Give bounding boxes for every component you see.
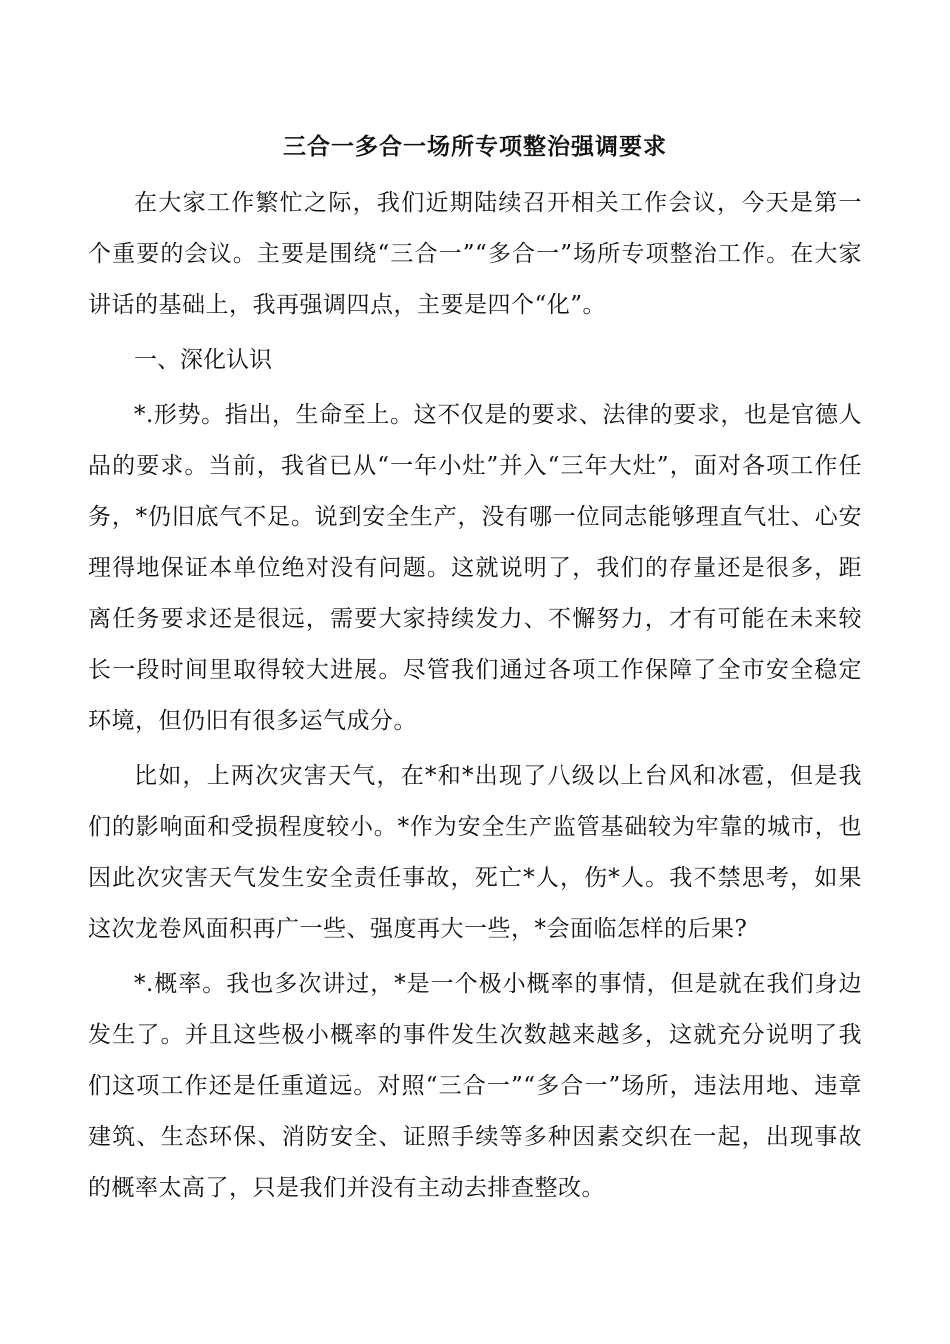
section-heading-1: 一、深化认识 xyxy=(134,347,272,373)
paragraph-situation: *.形势。指出，生命至上。这不仅是的要求、法律的要求，也是官德人品的要求。当前，我省已从“一年小灶”并入“三年大灶”，面对各项工作任务，*仍旧底气不足。说到安全生产，没有哪一位同志能够理直气壮、心安理得地保证本单位绝对没有问题。这就说明了，我们的存量还是很多，距离任务要求还是很远，需要大家持续发力、不懈努力，才有可能在未来较长一段时间里取得较大进展。尽管我们通过各项工作保障了全市安全稳定环境，但仍旧有很多运气成分。 xyxy=(88,402,862,734)
paragraph-probability: *.概率。我也多次讲过，*是一个极小概率的事情，但是就在我们身边发生了。并且这些极小概率的事件发生次数越来越多，这就充分说明了我们这项工作还是任重道远。对照“三合一”“多合一”场所，违法用地、违章建筑、生态环保、消防安全、证照手续等多种因素交织在一起，出现事故的概率太高了，只是我们并没有主动去排查整改。 xyxy=(88,971,862,1201)
paragraph-example: 比如，上两次灾害天气，在*和*出现了八级以上台风和冰雹，但是我们的影响面和受损程度较小。*作为安全生产监管基础较为牢靠的城市，也因此次灾害天气发生安全责任事故，死亡*人，伤*人。我不禁思考，如果这次龙卷风面积再广一些、强度再大一些，*会面临怎样的后果? xyxy=(88,763,862,942)
paragraph-intro: 在大家工作繁忙之际，我们近期陆续召开相关工作会议，今天是第一个重要的会议。主要是围绕“三合一”“多合一”场所专项整治工作。在大家讲话的基础上，我再强调四点，主要是四个“化”。 xyxy=(88,190,862,318)
document-page xyxy=(88,130,862,1214)
document-title: 三合一多合一场所专项整治强调要求 xyxy=(283,133,667,160)
